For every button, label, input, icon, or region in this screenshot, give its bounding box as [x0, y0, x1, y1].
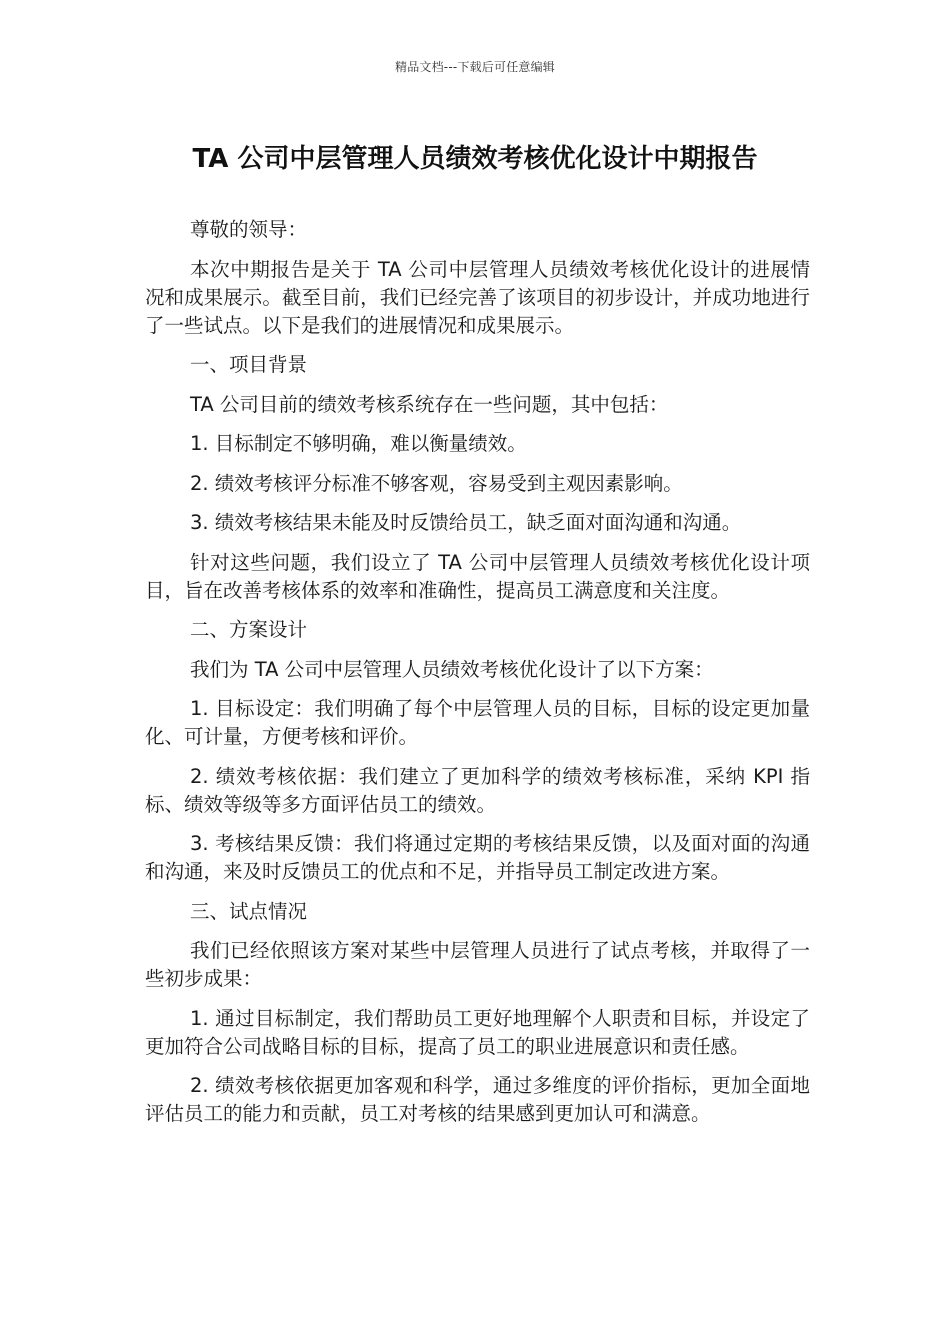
document-title: TA 公司中层管理人员绩效考核优化设计中期报告: [192, 144, 758, 174]
pilot-intro-paragraph: 我们已经依照该方案对某些中层管理人员进行了试点考核，并取得了一些初步成果：: [145, 939, 810, 990]
pilot-item-2: 2. 绩效考核依据更加客观和科学，通过多维度的评价指标，更加全面地评估员工的能力和贡献，员工对考核的结果感到更加认可和满意。: [145, 1074, 810, 1125]
section-heading-pilot: 三、试点情况: [190, 899, 308, 923]
salutation: 尊敬的领导：: [190, 218, 308, 241]
background-paragraph: TA 公司目前的绩效考核系统存在一些问题，其中包括：: [190, 392, 669, 416]
section-heading-design: 二、方案设计: [190, 618, 308, 641]
document-body: [145, 216, 810, 1140]
section-heading-background: 一、项目背景: [190, 353, 308, 376]
project-purpose-paragraph: 针对这些问题，我们设立了 TA 公司中层管理人员绩效考核优化设计项目，旨在改善考核体系的效率和准确性，提高员工满意度和关注度。: [145, 550, 810, 602]
design-item-2: 2. 绩效考核依据：我们建立了更加科学的绩效考核标准，采纳 KPI 指标、绩效等级等多方面评估员工的绩效。: [145, 764, 810, 816]
problem-item-1: 1. 目标制定不够明确，难以衡量绩效。: [190, 432, 527, 455]
header-note: 精品文档---下载后可任意编辑: [395, 60, 555, 74]
intro-paragraph: 本次中期报告是关于 TA 公司中层管理人员绩效考核优化设计的进展情况和成果展示。截至目前，我们已经完善了该项目的初步设计，并成功地进行了一些试点。以下是我们的进展情况和成果展示。: [145, 257, 810, 337]
design-item-1: 1. 目标设定：我们明确了每个中层管理人员的目标，目标的设定更加量化、可计量，方便考核和评价。: [145, 697, 810, 748]
pilot-item-1: 1. 通过目标制定，我们帮助员工更好地理解个人职责和目标，并设定了更加符合公司战略目标的目标，提高了员工的职业进展意识和责任感。: [145, 1006, 810, 1058]
problem-item-2: 2. 绩效考核评分标准不够客观，容易受到主观因素影响。: [190, 471, 683, 495]
problem-item-3: 3. 绩效考核结果未能及时反馈给员工，缺乏面对面沟通和沟通。: [190, 511, 742, 534]
design-intro-paragraph: 我们为 TA 公司中层管理人员绩效考核优化设计了以下方案：: [190, 657, 714, 681]
design-item-3: 3. 考核结果反馈：我们将通过定期的考核结果反馈，以及面对面的沟通和沟通，来及时反馈员工的优点和不足，并指导员工制定改进方案。: [145, 832, 810, 883]
